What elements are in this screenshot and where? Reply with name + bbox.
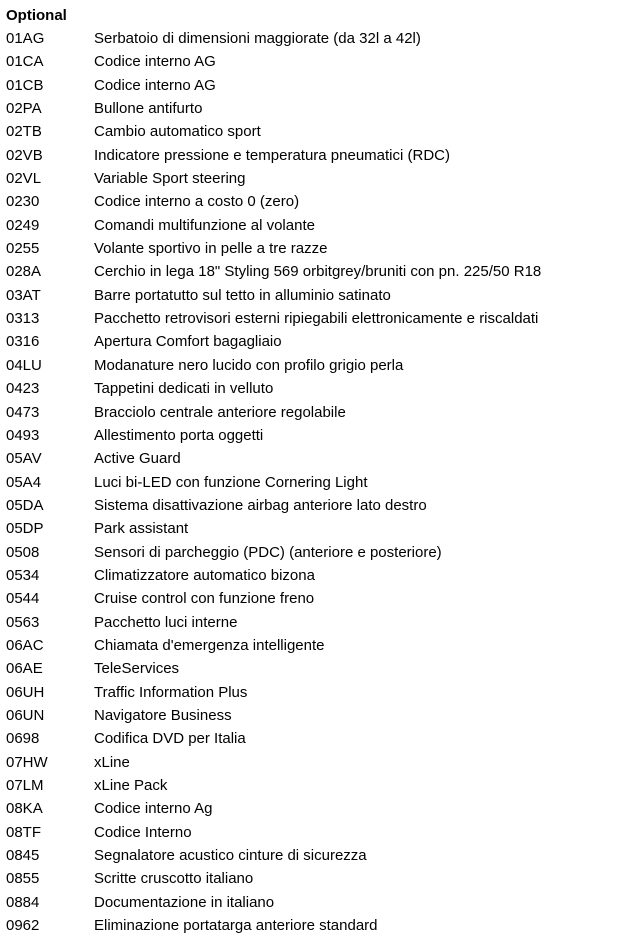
option-code: 0884: [6, 893, 40, 911]
option-row: [6, 751, 636, 774]
option-code: 06AE: [6, 660, 43, 678]
option-row: [6, 307, 636, 330]
option-row: [6, 797, 636, 820]
option-code: 0508: [6, 543, 40, 561]
option-description: Traffic Information Plus: [94, 683, 248, 701]
option-row: [6, 774, 636, 797]
option-row: [6, 541, 636, 564]
option-row: [6, 97, 636, 120]
option-row: [6, 611, 636, 634]
option-description: Cambio automatico sport: [94, 123, 261, 141]
option-description: Documentazione in italiano: [94, 893, 275, 911]
option-code: 0855: [6, 870, 40, 888]
option-row: [6, 447, 636, 470]
option-description: Park assistant: [94, 520, 189, 538]
option-code: 08TF: [6, 823, 42, 841]
option-code: 028A: [6, 263, 42, 281]
option-code: 05DP: [6, 520, 44, 538]
option-description: Eliminazione portatarga anteriore standard: [94, 917, 378, 935]
option-row: [6, 891, 636, 914]
option-description: Sistema disattivazione airbag anteriore lato destro: [94, 496, 427, 514]
option-row: [6, 401, 636, 424]
option-description: Luci bi-LED con funzione Cornering Light: [94, 473, 368, 491]
option-row: [6, 74, 636, 97]
option-code: 02VL: [6, 170, 42, 188]
option-code: 0255: [6, 240, 40, 258]
option-row: [6, 284, 636, 307]
option-description: Climatizzatore automatico bizona: [94, 566, 315, 584]
option-row: [6, 587, 636, 610]
option-row: [6, 424, 636, 447]
option-row: [6, 564, 636, 587]
option-code: 05DA: [6, 496, 44, 514]
option-row: [6, 821, 636, 844]
option-description: Comandi multifunzione al volante: [94, 216, 315, 234]
option-description: Pacchetto retrovisori esterni ripiegabili elettronicamente e riscaldati: [94, 310, 539, 328]
option-row: [6, 657, 636, 680]
option-code: 0230: [6, 193, 40, 211]
option-code: 07LM: [6, 777, 44, 794]
option-code: 05AV: [6, 450, 42, 468]
option-description: Bullone antifurto: [94, 100, 203, 118]
option-description: xLine Pack: [94, 777, 168, 794]
option-row: [6, 914, 636, 937]
option-description: Cerchio in lega 18" Styling 569 orbitgrey/bruniti con pn. 225/50 R18: [94, 263, 542, 281]
option-description: Variable Sport steering: [94, 170, 246, 188]
option-row: [6, 214, 636, 237]
option-description: Modanature nero lucido con profilo grigio perla: [94, 356, 404, 374]
option-row: [6, 354, 636, 377]
option-code: 05A4: [6, 473, 42, 491]
option-row: [6, 727, 636, 750]
option-code: 0845: [6, 847, 40, 865]
option-code: 0249: [6, 216, 40, 234]
option-code: 01AG: [6, 30, 45, 47]
option-description: Bracciolo centrale anteriore regolabile: [94, 403, 346, 421]
option-description: Codifica DVD per Italia: [94, 730, 246, 748]
option-row: [6, 120, 636, 143]
option-code: 03AT: [6, 286, 41, 304]
option-description: Serbatoio di dimensioni maggiorate (da 32l a 42l): [94, 30, 421, 47]
option-description: Codice interno a costo 0 (zero): [94, 193, 300, 211]
option-row: [6, 190, 636, 213]
option-row: [6, 494, 636, 517]
option-description: Segnalatore acustico cinture di sicurezza: [94, 847, 367, 865]
option-description: Tappetini dedicati in velluto: [94, 380, 274, 398]
option-description: Codice Interno: [94, 823, 192, 841]
option-row: [6, 844, 636, 867]
option-row: [6, 517, 636, 540]
option-code: 0962: [6, 917, 40, 935]
option-code: 02PA: [6, 100, 42, 118]
option-description: Allestimento porta oggetti: [94, 426, 264, 444]
option-description: Indicatore pressione e temperatura pneumatici (RDC): [94, 146, 450, 164]
option-code: 01CB: [6, 76, 44, 94]
document-title: Optional: [6, 7, 67, 24]
option-row: [6, 377, 636, 400]
option-code: 02TB: [6, 123, 42, 141]
option-description: Apertura Comfort bagagliaio: [94, 333, 282, 351]
option-code: 0473: [6, 403, 40, 421]
option-row: [6, 167, 636, 190]
option-row: [6, 867, 636, 890]
option-row: [6, 144, 636, 167]
option-row: [6, 634, 636, 657]
option-code: 06AC: [6, 636, 44, 654]
option-description: Volante sportivo in pelle a tre razze: [94, 240, 328, 258]
option-code: 06UN: [6, 706, 45, 724]
option-row: [6, 471, 636, 494]
option-row: [6, 260, 636, 283]
option-code: 0563: [6, 613, 40, 631]
option-code: 0698: [6, 730, 40, 748]
option-row: [6, 27, 636, 50]
option-description: Codice interno AG: [94, 53, 216, 71]
option-code: 0313: [6, 310, 40, 328]
option-description: TeleServices: [94, 660, 180, 678]
option-code: 08KA: [6, 800, 43, 818]
option-row: [6, 237, 636, 260]
option-description: xLine: [94, 753, 130, 771]
option-description: Chiamata d'emergenza intelligente: [94, 636, 325, 654]
option-code: 01CA: [6, 53, 44, 71]
option-code: 0544: [6, 590, 40, 608]
option-code: 0423: [6, 380, 40, 398]
option-row: [6, 50, 636, 73]
option-row: [6, 330, 636, 353]
option-code: 04LU: [6, 356, 42, 374]
option-description: Barre portatutto sul tetto in alluminio satinato: [94, 286, 391, 304]
option-description: Cruise control con funzione freno: [94, 590, 315, 608]
option-row: [6, 704, 636, 727]
option-description: Sensori di parcheggio (PDC) (anteriore e posteriore): [94, 543, 442, 561]
option-code: 0316: [6, 333, 40, 351]
option-description: Codice interno Ag: [94, 800, 213, 818]
option-row: [6, 681, 636, 704]
option-code: 0534: [6, 566, 40, 584]
option-description: Pacchetto luci interne: [94, 613, 238, 631]
option-code: 07HW: [6, 753, 48, 771]
option-description: Active Guard: [94, 450, 181, 468]
option-code: 0493: [6, 426, 40, 444]
option-description: Codice interno AG: [94, 76, 216, 94]
options-list: [6, 27, 636, 937]
option-description: Scritte cruscotto italiano: [94, 870, 254, 888]
option-code: 02VB: [6, 146, 43, 164]
option-description: Navigatore Business: [94, 706, 232, 724]
option-code: 06UH: [6, 683, 45, 701]
